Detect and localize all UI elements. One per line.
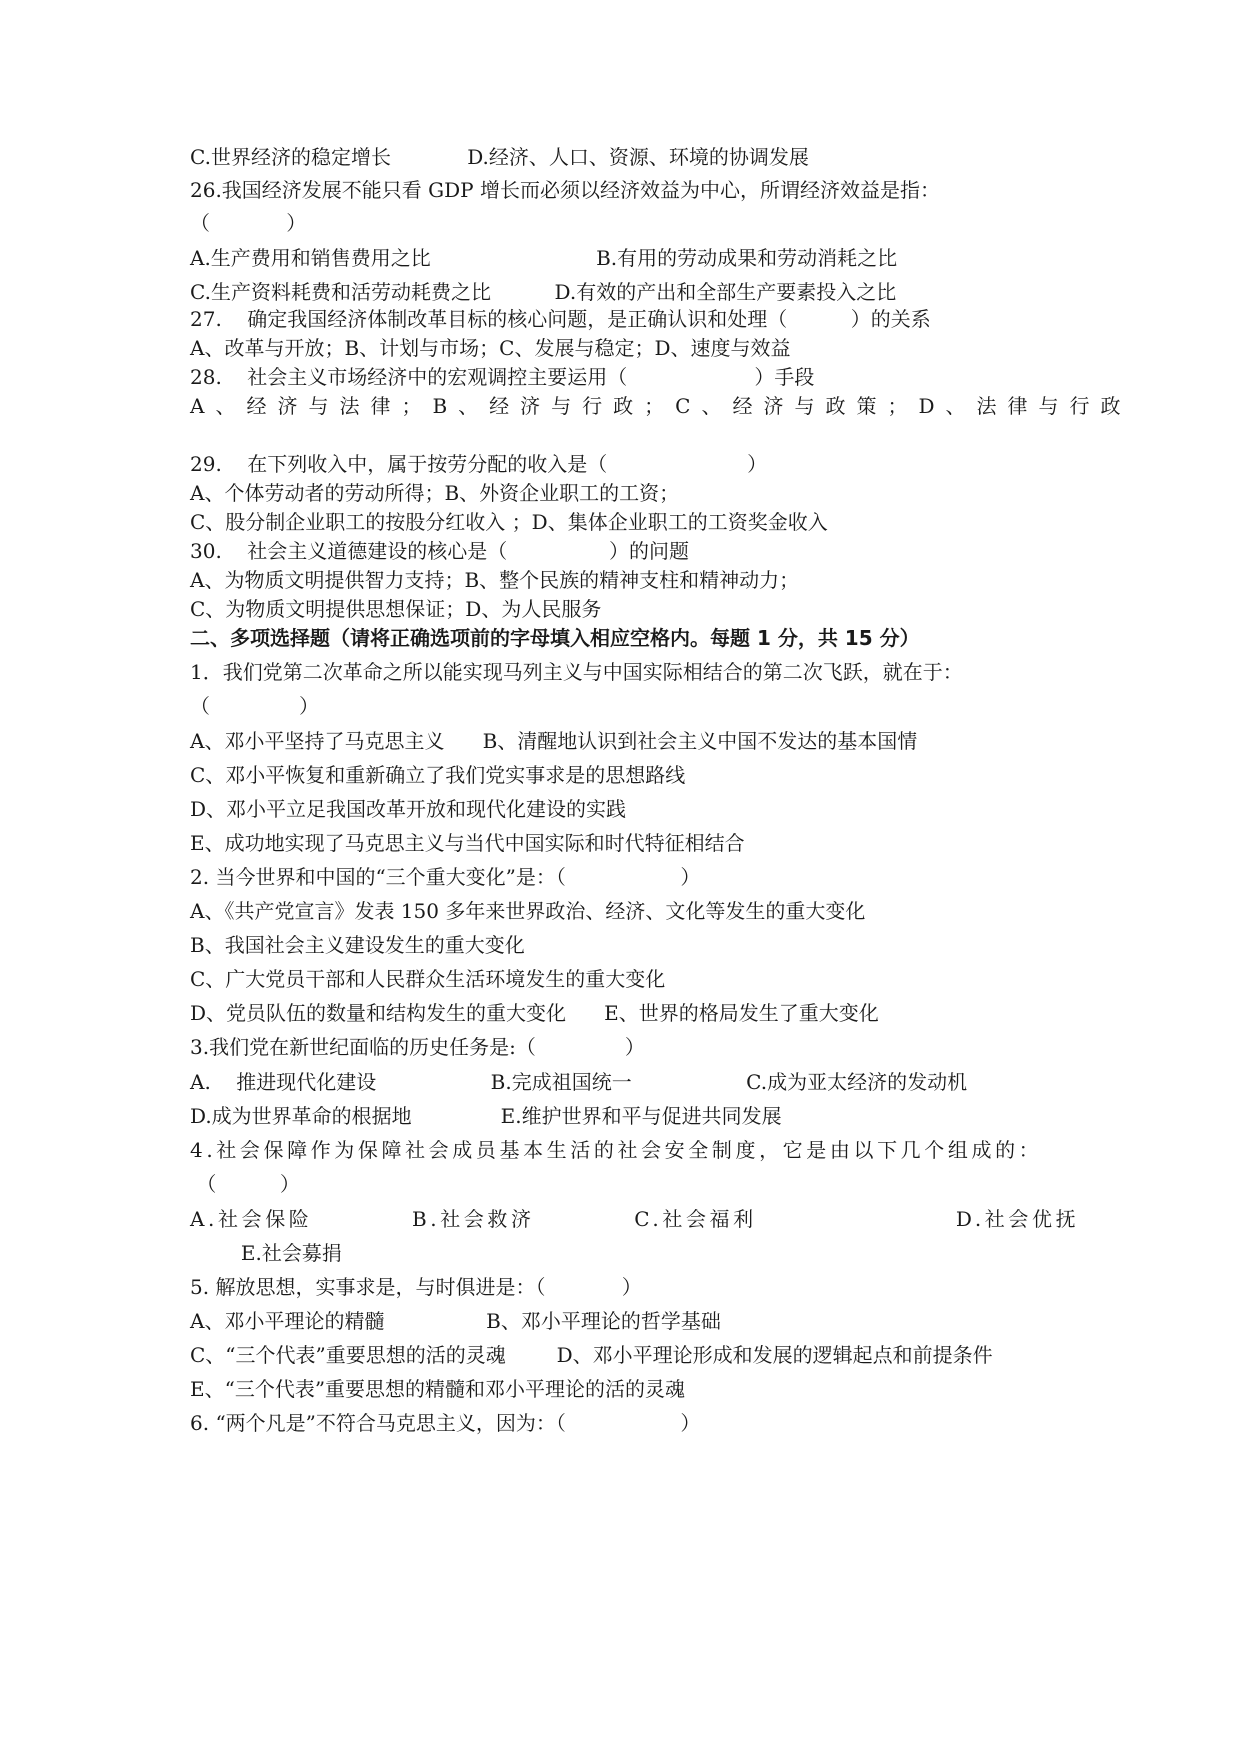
m3-options-abc: A. 推进现代化建设 B.完成祖国统一 C.成为亚太经济的发动机 [190, 1070, 968, 1094]
q27-options: A、改革与开放；B、计划与市场；C、发展与稳定；D、速度与效益 [190, 336, 791, 360]
q29-stem: 29. 在下列收入中，属于按劳分配的收入是（ ） [190, 452, 768, 476]
q26-stem: 26.我国经济发展不能只看 GDP 增长而必须以经济效益为中心，所谓经济效益是指： [190, 178, 940, 202]
m6-stem: 6. “两个凡是”不符合马克思主义，因为：（ ） [190, 1411, 701, 1435]
m1-options-ab: A、邓小平坚持了马克思主义 B、清醒地认识到社会主义中国不发达的基本国情 [190, 729, 918, 753]
m4-option-e: E.社会募捐 [190, 1241, 342, 1265]
m5-options-ab: A、邓小平理论的精髓 B、邓小平理论的哲学基础 [190, 1309, 721, 1333]
m2-stem: 2. 当今世界和中国的“三个重大变化”是：（ ） [190, 865, 701, 889]
q26-options-ab: A.生产费用和销售费用之比 B.有用的劳动成果和劳动消耗之比 [190, 246, 898, 270]
m1-option-c: C、邓小平恢复和重新确立了我们党实事求是的思想路线 [190, 763, 686, 787]
m3-options-de: D.成为世界革命的根据地 E.维护世界和平与促进共同发展 [190, 1104, 782, 1128]
q30-options-ab: A、为物质文明提供智力支持；B、整个民族的精神支柱和精神动力； [190, 568, 800, 592]
q29-options-cd: C、股分制企业职工的按股分红收入 ；D、集体企业职工的工资奖金收入 [190, 510, 828, 534]
q28-stem: 28. 社会主义市场经济中的宏观调控主要运用（ ）手段 [190, 365, 815, 389]
m2-options-de: D、党员队伍的数量和结构发生的重大变化 E、世界的格局发生了重大变化 [190, 1001, 879, 1025]
m2-option-b: B、我国社会主义建设发生的重大变化 [190, 933, 525, 957]
q25-options-cd: C.世界经济的稳定增长 D.经济、人口、资源、环境的协调发展 [190, 145, 809, 169]
m4-options-abcd: A.社会保险 B.社会救济 C.社会福利 D.社会优抚 [190, 1207, 1080, 1231]
m1-option-e: E、成功地实现了马克思主义与当代中国实际和时代特征相结合 [190, 831, 745, 855]
q30-stem: 30. 社会主义道德建设的核心是（ ）的问题 [190, 539, 689, 563]
q27-stem: 27. 确定我国经济体制改革目标的核心问题，是正确认识和处理（ ）的关系 [190, 307, 931, 331]
q28-options: A、经济与法律；B、经济与行政；C、经济与政策；D、法律与行政 [190, 394, 1132, 418]
m3-stem: 3.我们党在新世纪面临的历史任务是:（ ） [190, 1035, 645, 1059]
m2-option-a: A、《共产党宣言》发表 150 多年来世界政治、经济、文化等发生的重大变化 [190, 899, 866, 923]
m2-option-c: C、广大党员干部和人民群众生活环境发生的重大变化 [190, 967, 666, 991]
m5-option-e: E、“三个代表”重要思想的精髓和邓小平理论的活的灵魂 [190, 1377, 686, 1401]
m5-options-cd: C、“三个代表”重要思想的活的灵魂 D、邓小平理论形成和发展的逻辑起点和前提条件 [190, 1343, 993, 1367]
m1-blank: （ ） [190, 694, 320, 718]
m4-stem: 4.社会保障作为保障社会成员基本生活的社会安全制度，它是由以下几个组成的： [190, 1138, 1043, 1162]
section-heading-multiple-choice: 二、多项选择题（请将正确选项前的字母填入相应空格内。每题 1 分，共 15 分） [190, 626, 920, 650]
q29-options-ab: A、个体劳动者的劳动所得；B、外资企业职工的工资； [190, 481, 680, 505]
m5-stem: 5. 解放思想，实事求是，与时俱进是：（ ） [190, 1275, 642, 1299]
m1-option-d: D、邓小平立足我国改革开放和现代化建设的实践 [190, 797, 627, 821]
q26-blank: （ ） [190, 211, 307, 235]
m4-blank: （ ） [190, 1172, 300, 1196]
q26-options-cd: C.生产资料耗费和活劳动耗费之比 D.有效的产出和全部生产要素投入之比 [190, 280, 897, 304]
q30-options-cd: C、为物质文明提供思想保证；D、为人民服务 [190, 597, 602, 621]
m1-stem: 1．我们党第二次革命之所以能实现马列主义与中国实际相结合的第二次飞跃，就在于： [190, 660, 963, 684]
